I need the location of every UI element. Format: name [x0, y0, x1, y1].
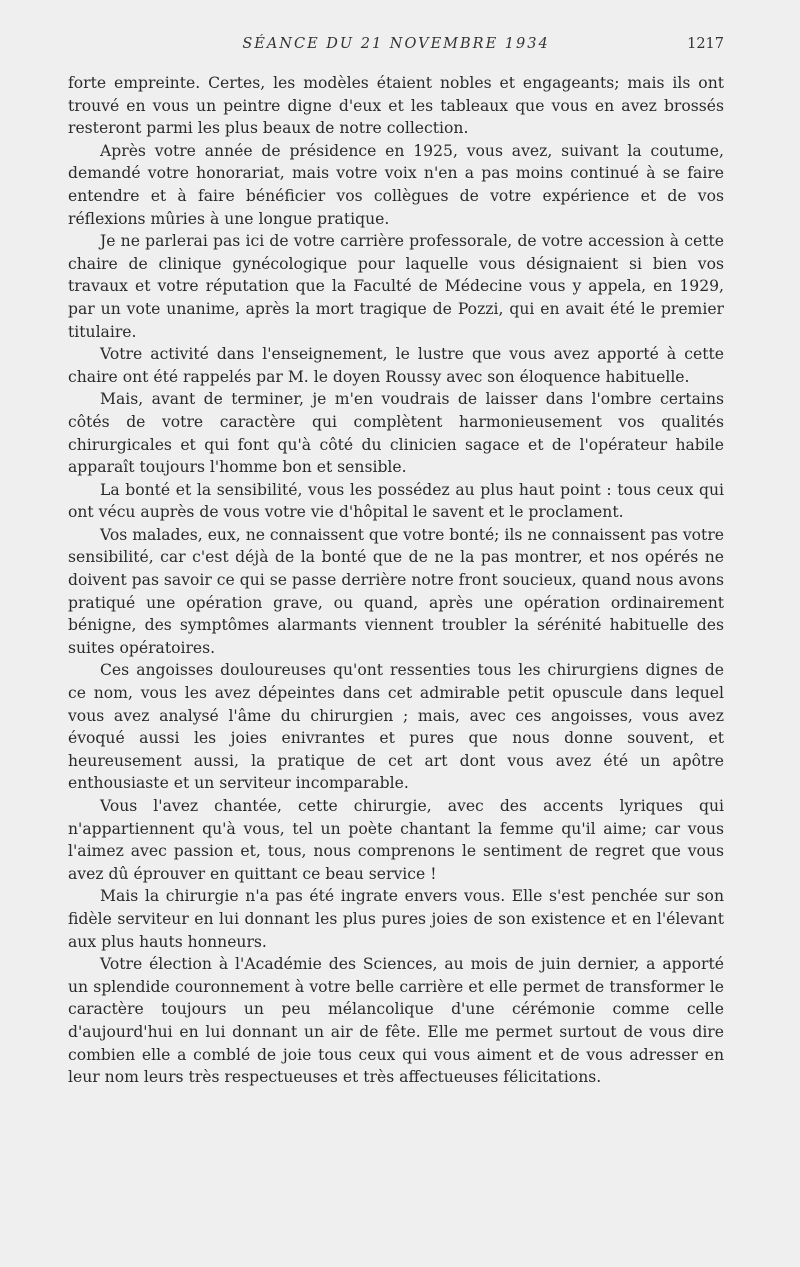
paragraph-8: Ces angoisses douloureuses qu'ont ressenties tous les chirurgiens dignes de ce nom, vous les avez dépeintes dans cet admirable petit opuscule dans lequel vous avez analysé l'âme du chirurgien ; mais, avec ces angoisses, vous avez évoqué aussi les joies enivrantes et pures que nous donne souvent, et heureusement aussi, la pratique de cet art dont vous avez été un apôtre enthousiaste et un serviteur incomparable. — [68, 661, 724, 793]
paragraph-10: Mais la chirurgie n'a pas été ingrate envers vous. Elle s'est penchée sur son fidèle serviteur en lui donnant les plus pures joies de son existence et en l'élevant aux plus hauts honneurs. — [68, 887, 724, 951]
paragraph-5: Mais, avant de terminer, je m'en voudrais de laisser dans l'ombre certains côtés de votre caractère qui complètent harmonieusement vos qualités chirurgicales et qui font qu'à côté du clinicien sagace et de l'opérateur habile apparaît toujours l'homme bon et sensible. — [68, 390, 724, 477]
paragraph-11: Votre élection à l'Académie des Sciences, au mois de juin dernier, a apporté un splendide couronnement à votre belle carrière et elle permet de transformer le caractère toujours un peu mélancolique d'une cérémonie comme celle d'aujourd'hui en lui donnant un air de fête. Elle me permet surtout de vous dire combien elle a comblé de joie tous ceux qui vous aiment et de vous adresser en leur nom leurs très respectueuses et très affectueuses félicitations. — [68, 955, 724, 1087]
header-title: SÉANCE DU 21 NOVEMBRE 1934 — [242, 36, 550, 52]
body-text — [68, 72, 724, 1089]
page-number: 1217 — [687, 36, 724, 52]
paragraph-1: forte empreinte. Certes, les modèles étaient nobles et engageants; mais ils ont trouvé en vous un peintre digne d'eux et les tableaux que vous en avez brossés resteront parmi les plus beaux de notre collection. — [68, 74, 724, 138]
paragraph-3: Je ne parlerai pas ici de votre carrière professorale, de votre accession à cette chaire de clinique gynécologique pour laquelle vous désignaient si bien vos travaux et votre réputation que la Faculté de Médecine vous y appela, en 1929, par un vote unanime, après la mort tragique de Pozzi, qui en avait été le premier titulaire. — [68, 232, 724, 341]
paragraph-4: Votre activité dans l'enseignement, le lustre que vous avez apporté à cette chaire ont été rappelés par M. le doyen Roussy avec son éloquence habituelle. — [68, 345, 724, 386]
paragraph-7: Vos malades, eux, ne connaissent que votre bonté; ils ne connaissent pas votre sensibilité, car c'est déjà de la bonté que de ne la pas montrer, et nos opérés ne doivent pas savoir ce qui se passe derrière notre front soucieux, quand nous avons pratiqué une opération grave, ou quand, après une opération ordinairement bénigne, des symptômes alarmants viennent troubler la sérénité habituelle des suites opératoires. — [68, 525, 724, 657]
paragraph-9: Vous l'avez chantée, cette chirurgie, avec des accents lyriques qui n'appartiennent qu'à vous, tel un poète chantant la femme qu'il aime; car vous l'aimez avec passion et, tous, nous comprenons le sentiment de regret que vous avez dû éprouver en quittant ce beau service ! — [68, 797, 724, 883]
paragraph-2: Après votre année de présidence en 1925, vous avez, suivant la coutume, demandé votre honorariat, mais votre voix n'en a pas moins continué à se faire entendre et à faire bénéficier vos collègues de votre expérience et de vos réflexions mûries à une longue pratique. — [68, 141, 724, 228]
running-head — [68, 36, 724, 58]
paragraph-6: La bonté et la sensibilité, vous les possédez au plus haut point : tous ceux qui ont vécu auprès de vous votre vie d'hôpital le savent et le proclament. — [68, 480, 724, 522]
